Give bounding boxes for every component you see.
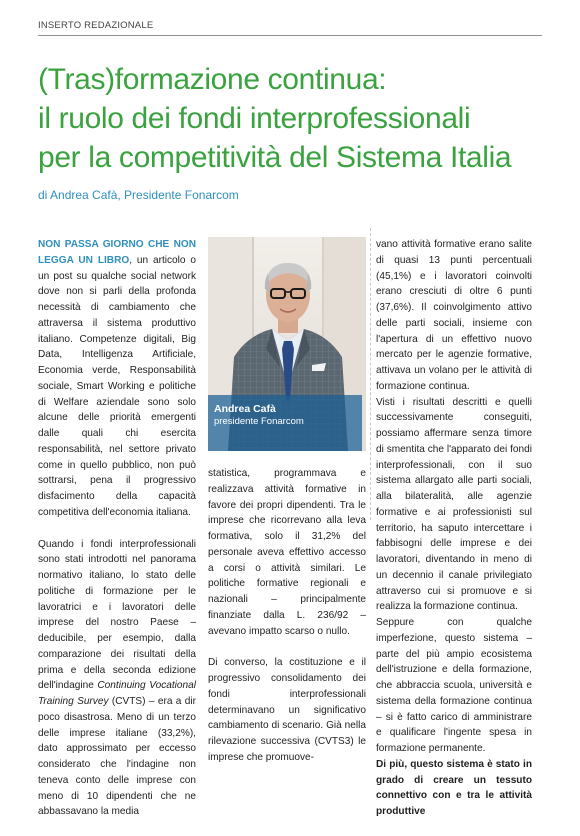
column-1 [38, 237, 196, 836]
caption-name: Andrea Cafà [214, 403, 276, 415]
paragraph-text: Quando i fondi interprofessionali sono stati introdotti nel panorama normativo italiano, lo stato delle politiche di formazione per le lavoratrici e i lavoratori delle imprese del nostro Paese – deducibile, per esempio, dalla comparazione dei risultati della prima e della seconda edizione dell'indagine [38, 538, 196, 692]
photo-caption [208, 395, 362, 451]
lead-in: NON PASSA GIORNO CHE NON LEGGA UN LIBRO [38, 239, 196, 266]
paragraph: vano attività formative erano salite di quasi 13 punti percentuali (45,1%) e i lavoratori coinvolti erano cresciuti di oltre 6 punti (37,6%). Il coinvolgimento attivo delle parti sociali, insieme con l'apertura di un effettivo nuovo mercato per le agenzie formative, attivava un volano per le attività di formazione continua. [376, 239, 532, 392]
paragraph-text: (CVTS) – era a dir poco disastrosa. Meno di un terzo delle imprese italiane (33,2%), dato approssimato per eccesso considerato che l'indagine non teneva conto delle imprese con meno di 10 dipendenti che ne abbassavano la media [38, 696, 196, 818]
section-label: INSERTO REDAZIONALE [38, 20, 542, 36]
paragraph [38, 237, 196, 521]
paragraph: Di converso, la costituzione e il progressivo consolidamento dei fondi interprofessionali determinavano un significativo cambiamento di scenario. Già nella rilevazione successiva (CVTS3) le imprese che promuove- [208, 657, 366, 763]
title-line-1: (Tras)formazione continua: [38, 63, 387, 96]
paragraph: Visti i risultati descritti e quelli successivamente conseguiti, possiamo affermare senza timore di smentita che l'apparato dei fondi interprofessionali, con il suo sistema allargato alle parti sociali, alla bilateralità, alle agenzie formative e ai professionisti sul territorio, ha saputo intercettare i fabbisogni delle imprese e dei lavoratori, diventando in meno di un decennio il canale privilegiato attraverso cui si promuove e si realizza la formazione continua. [376, 396, 532, 613]
title-line-2: il ruolo dei fondi interprofessionali [38, 102, 471, 135]
column-2 [208, 466, 366, 782]
byline: di Andrea Cafà, Presidente Fonarcom [38, 188, 239, 202]
paragraph [38, 537, 196, 821]
caption-role: presidente Fonarcom [214, 416, 304, 427]
column-3 [376, 237, 532, 836]
survey-name: Continuing Vocational Training Survey [38, 680, 196, 707]
article-title [38, 60, 558, 177]
author-photo [208, 237, 366, 451]
paragraph: Seppure con qualche imperfezione, questo sistema – parte del più ampio ecosistema dell'istruzione e della formazione, che abbraccia scuola, università e sistema della formazione continua – si è fatto carico di amministrare e qualificare l'ingente spesa in formazione permanente. [376, 617, 532, 754]
title-line-3: per la competitività del Sistema Italia [38, 141, 512, 174]
paragraph: statistica, programmava e realizzava attività formative in favore dei propri dipendenti. Tra le imprese che ricorrevano alla leva formativa, solo il 31,2% del personale aveva effettivo accesso a corsi o attività similari. Le politiche formative regionali e nazionali – principalmente finanziate dalla L. 236/92 – avevano impatto scarso o nullo. [208, 468, 366, 637]
column-divider [370, 228, 371, 520]
paragraph-bold: Di più, questo sistema è stato in grado di creare un tessuto connettivo con e tra le attività produttive [376, 758, 532, 817]
paragraph-text: , un articolo o un post su qualche social network dove non si parli della profonda necessità di cambiamento che attraversa il sistema produttivo italiano. Competenze digitali, Big Data, Intelligenza Artificiale, Economia verde, Responsabilità sociale, Smart Working e politiche di Welfare aziendale sono solo alcune delle priorità emergenti dalle quali chi esercita responsabilità, nel settore privato come in quello pubblico, non può sottrarsi, pena il progressivo disfacimento della capacità competitiva dell'economia italiana. [38, 254, 196, 518]
